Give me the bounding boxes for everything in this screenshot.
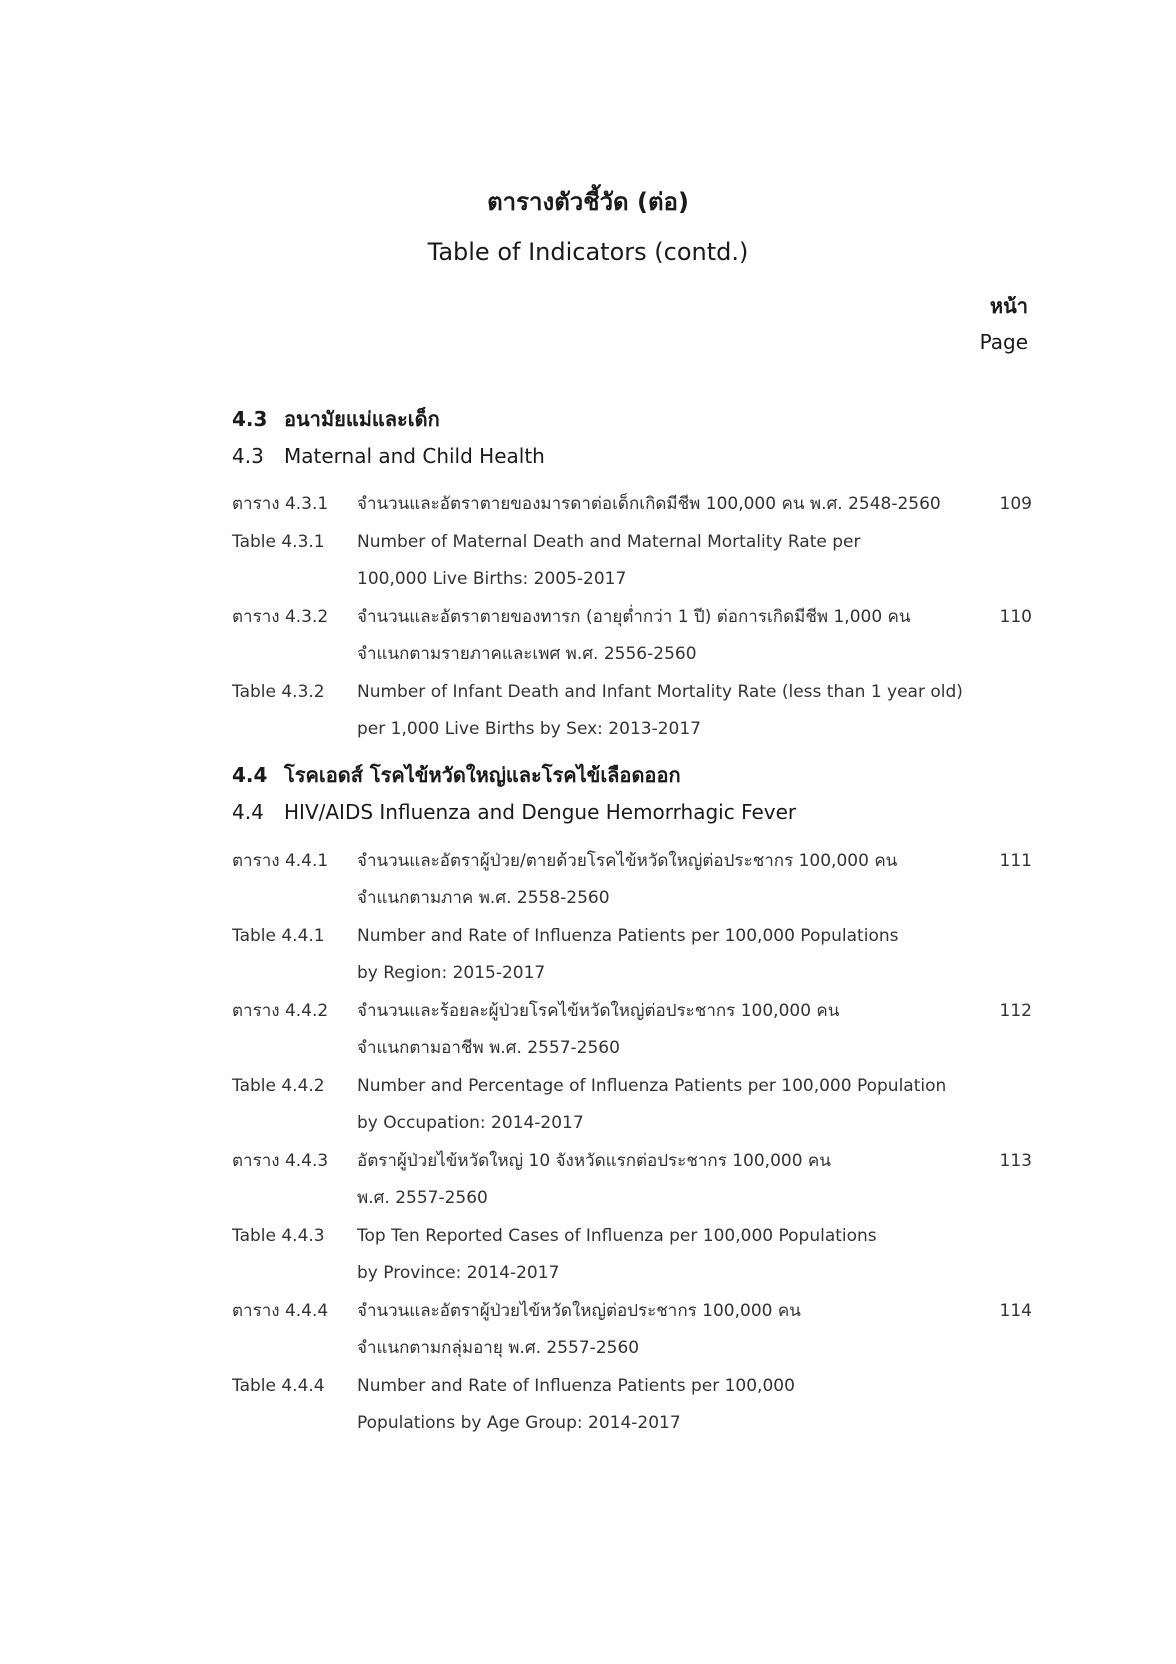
entry-description [357, 1368, 972, 1443]
entry-page-number: 113 [999, 1150, 1032, 1171]
entry-line: อัตราผู้ป่วยไข้หวัดใหญ่ 10 จังหวัดแรกต่อประชากร 100,000 คน [357, 1150, 831, 1171]
section-4-4 [232, 757, 1032, 1443]
entry-label: ตาราง 4.4.4 [232, 1300, 329, 1321]
entry-description [357, 843, 972, 918]
page-title-en: Table of Indicators (contd.) [427, 238, 749, 266]
section-title-en: Maternal and Child Health [284, 443, 545, 468]
entry-page-number: 110 [999, 606, 1032, 627]
page-column-label-en: Page [979, 330, 1028, 354]
entry-line: Top Ten Reported Cases of Influenza per 100,000 Populations [357, 1225, 877, 1246]
entry-label: Table 4.4.4 [232, 1375, 325, 1396]
entry-label: ตาราง 4.4.1 [232, 850, 329, 871]
section-number: 4.3 [232, 443, 264, 468]
entry-line: พ.ศ. 2557-2560 [357, 1188, 488, 1208]
entry-line: 100,000 Live Births: 2005-2017 [357, 569, 627, 589]
entry-line: Number and Percentage of Influenza Patients per 100,000 Population [357, 1075, 947, 1096]
entry-description [357, 486, 972, 524]
section-number: 4.4 [232, 763, 268, 787]
section-title-th: อนามัยแม่และเด็ก [284, 406, 440, 431]
entry-line: จำแนกตามรายภาคและเพศ พ.ศ. 2556-2560 [357, 644, 697, 664]
toc-entry[interactable] [232, 1293, 1032, 1368]
entry-page-number: 109 [999, 494, 1032, 514]
entry-page-number: 111 [999, 850, 1032, 871]
page-title-th: ตารางตัวชี้วัด (ต่อ) [487, 188, 689, 216]
section-heading-th [232, 757, 1032, 794]
entry-line: จำนวนและอัตราผู้ป่วย/ตายด้วยโรคไข้หวัดใหญ่ต่อประชากร 100,000 คน [357, 850, 898, 871]
toc-entry[interactable] [232, 843, 1032, 918]
toc-entry[interactable] [232, 524, 1032, 599]
entry-description [357, 1068, 972, 1143]
page-column-label-th: หน้า [989, 294, 1028, 318]
section-number: 4.4 [232, 800, 264, 824]
entry-line: จำนวนและอัตราตายของทารก (อายุต่ำกว่า 1 ปี) ต่อการเกิดมีชีพ 1,000 คน [357, 606, 911, 627]
section-4-3 [232, 400, 1032, 749]
entry-page-number [972, 674, 1032, 749]
entry-label: Table 4.4.1 [232, 925, 325, 946]
entry-page-number: 114 [999, 1300, 1032, 1321]
section-heading-en [232, 794, 1032, 831]
toc-entry[interactable] [232, 918, 1032, 993]
entry-page-number [972, 1068, 1032, 1143]
entry-page-number [972, 1368, 1032, 1443]
toc-entry[interactable] [232, 674, 1032, 749]
entry-line: by Province: 2014-2017 [357, 1263, 560, 1283]
entry-line: by Occupation: 2014-2017 [357, 1113, 584, 1133]
section-heading-th [232, 400, 1032, 437]
entry-line: จำแนกตามกลุ่มอายุ พ.ศ. 2557-2560 [357, 1338, 640, 1358]
entry-label: Table 4.4.3 [232, 1225, 325, 1246]
entry-line: จำนวนและอัตราผู้ป่วยไข้หวัดใหญ่ต่อประชากร 100,000 คน [357, 1300, 801, 1321]
entry-label: ตาราง 4.3.2 [232, 606, 329, 627]
entry-line: by Region: 2015-2017 [357, 963, 546, 983]
section-number: 4.3 [232, 406, 268, 431]
toc-entry[interactable] [232, 599, 1032, 674]
entry-page-number: 112 [999, 1000, 1032, 1021]
entry-label: Table 4.3.2 [232, 681, 325, 702]
entry-label: Table 4.3.1 [232, 531, 325, 552]
section-heading-en [232, 437, 1032, 474]
entry-label: ตาราง 4.4.2 [232, 1000, 329, 1021]
entry-page-number [972, 524, 1032, 599]
entry-line: จำแนกตามอาชีพ พ.ศ. 2557-2560 [357, 1038, 620, 1058]
entry-line: จำแนกตามภาค พ.ศ. 2558-2560 [357, 888, 610, 908]
entry-line: Number of Maternal Death and Maternal Mortality Rate per [357, 531, 861, 552]
entry-description [357, 1293, 972, 1368]
toc-entry[interactable] [232, 1218, 1032, 1293]
toc-entry[interactable] [232, 993, 1032, 1068]
entry-line: per 1,000 Live Births by Sex: 2013-2017 [357, 719, 701, 739]
entry-description [357, 918, 972, 993]
entry-description [357, 524, 972, 599]
toc-entry[interactable] [232, 1143, 1032, 1218]
entry-description [357, 674, 972, 749]
table-of-indicators [232, 400, 1032, 1443]
entry-description [357, 993, 972, 1068]
entry-line: Number and Rate of Influenza Patients per 100,000 Populations [357, 925, 899, 946]
entry-description [357, 1218, 972, 1293]
entry-description [357, 599, 972, 674]
entry-description [357, 1143, 972, 1218]
entry-page-number [972, 918, 1032, 993]
entry-line: Number of Infant Death and Infant Mortality Rate (less than 1 year old) [357, 681, 963, 702]
section-title-th: โรคเอดส์ โรคไข้หวัดใหญ่และโรคไข้เลือดออก [284, 763, 681, 787]
section-title-en: HIV/AIDS Influenza and Dengue Hemorrhagic Fever [284, 800, 797, 824]
toc-entry[interactable] [232, 1368, 1032, 1443]
entry-line: จำนวนและอัตราตายของมารดาต่อเด็กเกิดมีชีพ 100,000 คน พ.ศ. 2548-2560 [357, 494, 941, 514]
entry-label: Table 4.4.2 [232, 1075, 325, 1096]
entry-page-number [972, 1218, 1032, 1293]
entry-label: ตาราง 4.3.1 [232, 494, 329, 514]
entry-line: จำนวนและร้อยละผู้ป่วยโรคไข้หวัดใหญ่ต่อประชากร 100,000 คน [357, 1000, 840, 1021]
entry-line: Populations by Age Group: 2014-2017 [357, 1413, 681, 1433]
toc-entry[interactable] [232, 486, 1032, 524]
entry-line: Number and Rate of Influenza Patients per 100,000 [357, 1375, 795, 1396]
entry-label: ตาราง 4.4.3 [232, 1150, 329, 1171]
toc-entry[interactable] [232, 1068, 1032, 1143]
